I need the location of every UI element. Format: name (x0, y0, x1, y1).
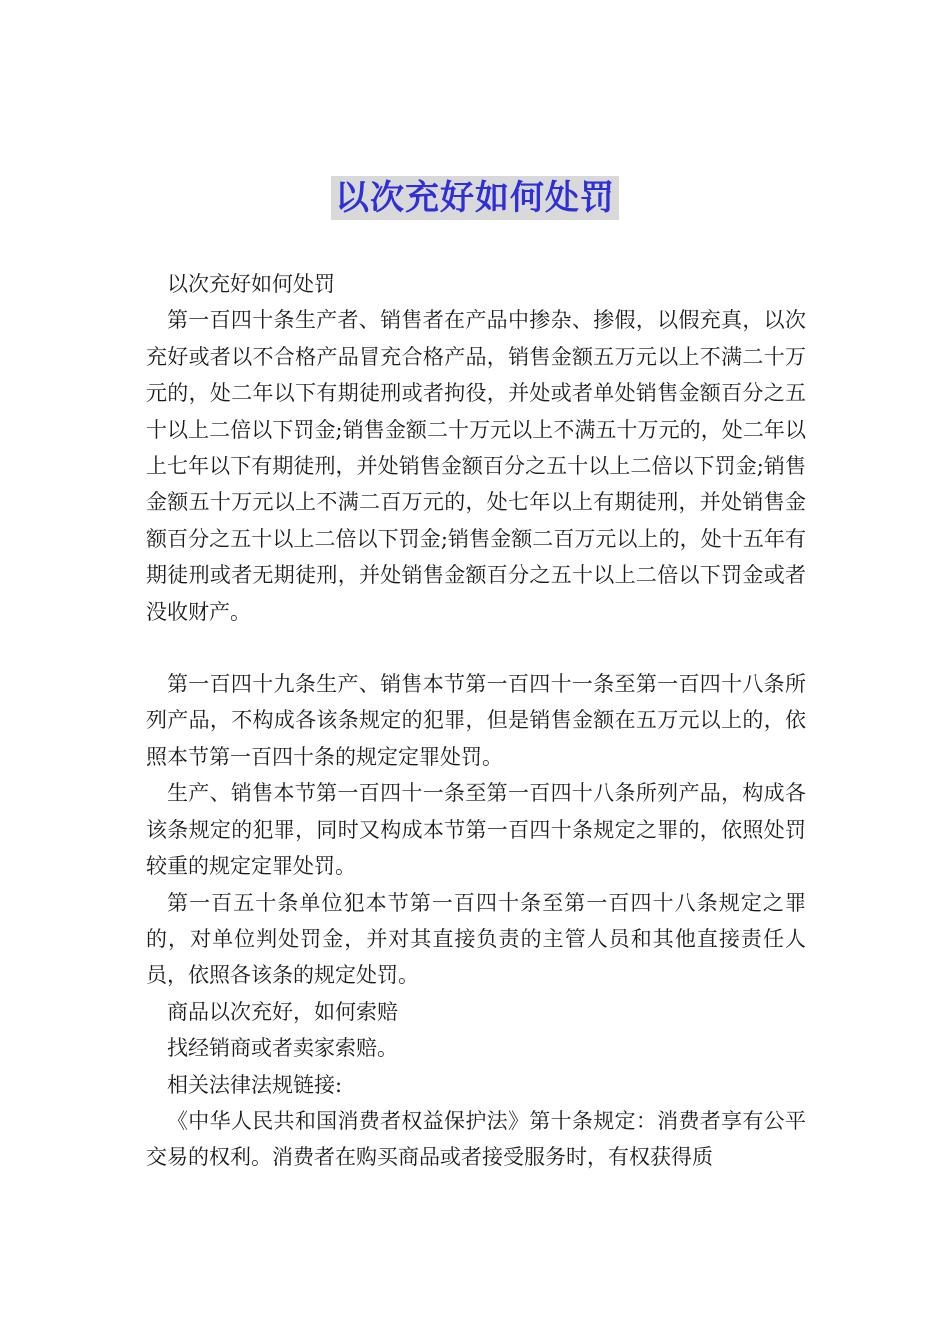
document-body (146, 266, 806, 1176)
paragraph-article-140: 第一百四十条生产者、销售者在产品中掺杂、掺假，以假充真，以次充好或者以不合格产品冒充合格产品，销售金额五万元以上不满二十万元的，处二年以下有期徒刑或者拘役，并处或者单处销售金额百分之五十以上二倍以下罚金;销售金额二十万元以上不满五十万元的，处二年以上七年以下有期徒刑，并处销售金额百分之五十以上二倍以下罚金;销售金额五十万元以上不满二百万元的，处七年以上有期徒刑，并处销售金额百分之五十以上二倍以下罚金;销售金额二百万元以上的，处十五年有期徒刑或者无期徒刑，并处销售金额百分之五十以上二倍以下罚金或者没收财产。 (146, 308, 806, 624)
paragraph-article-150: 第一百五十条单位犯本节第一百四十条至第一百四十八条规定之罪的，对单位判处罚金，并对其直接负责的主管人员和其他直接责任人员，依照各该条的规定处罚。 (146, 890, 806, 988)
paragraph-subtitle: 以次充好如何处罚 (167, 272, 335, 296)
paragraph-claim-heading: 商品以次充好，如何索赔 (167, 999, 398, 1024)
page-title: 以次充好如何处罚 (331, 176, 619, 220)
paragraph-related-laws: 相关法律法规链接: (167, 1072, 343, 1097)
paragraph-article-149: 第一百四十九条生产、销售本节第一百四十一条至第一百四十八条所列产品，不构成各该条规定的犯罪，但是销售金额在五万元以上的，依照本节第一百四十条的规定定罪处罚。 (146, 672, 806, 769)
paragraph-claim-answer: 找经销商或者卖家索赔。 (167, 1036, 398, 1061)
paragraph-heavier-penalty: 生产、销售本节第一百四十一条至第一百四十八条所列产品，构成各该条规定的犯罪，同时又构成本节第一百四十条规定之罪的，依照处罚较重的规定定罪处罚。 (146, 781, 806, 879)
paragraph-consumer-law: 《中华人民共和国消费者权益保护法》第十条规定：消费者享有公平交易的权利。消费者在购买商品或者接受服务时，有权获得质 (146, 1108, 806, 1170)
title-container (0, 176, 950, 220)
